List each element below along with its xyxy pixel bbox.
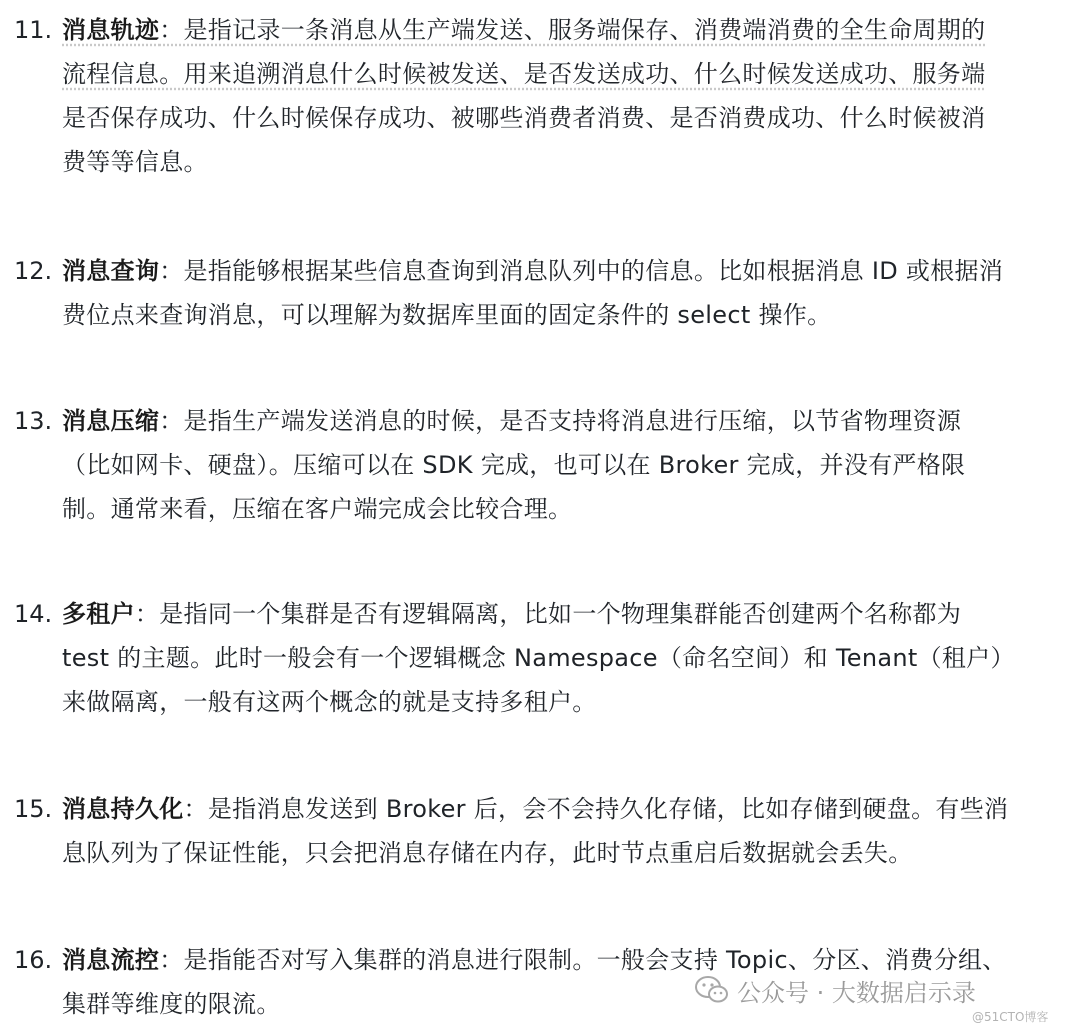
item-text: 流程信息。用来追溯消息什么时候被发送、是否发送成功、什么时候发送成功、服务端 [62, 60, 986, 88]
item-line [62, 8, 1052, 52]
item-text: 是指消息发送到 Broker 后，会不会持久化存储，比如存储到硬盘。有些消 [207, 795, 1009, 823]
item-separator: ： [159, 946, 184, 974]
item-separator: ： [183, 795, 208, 823]
item-text: 是否保存成功、什么时候保存成功、被哪些消费者消费、是否消费成功、什么时候被消 [62, 104, 986, 132]
item-line [62, 249, 1052, 293]
item-term: 消息持久化 [62, 795, 184, 823]
item-separator: ： [159, 16, 184, 44]
item-separator: ： [134, 600, 160, 628]
item-text: 是指能够根据某些信息查询到消息队列中的信息。比如根据消息 ID 或根据消 [183, 257, 1004, 285]
item-body [62, 8, 1052, 184]
item-text: 是指记录一条消息从生产端发送、服务端保存、消费端消费的全生命周期的 [183, 16, 986, 44]
site-watermark: @51CTO博客 [972, 1010, 1049, 1024]
item-line [62, 592, 1052, 636]
item-number: 14. [14, 600, 53, 628]
item-line [62, 680, 1052, 724]
item-text: 集群等维度的限流。 [62, 990, 281, 1018]
item-text: 费位点来查询消息，可以理解为数据库里面的固定条件的 select 操作。 [62, 301, 832, 329]
item-line [62, 636, 1052, 680]
item-number: 13. [14, 407, 53, 435]
item-text: 费等等信息。 [62, 148, 208, 176]
item-text: 是指能否对写入集群的消息进行限制。一般会支持 Topic、分区、消费分组、 [183, 946, 1007, 974]
item-text: test 的主题。此时一般会有一个逻辑概念 Namespace（命名空间）和 Tenant（租户） [62, 644, 1015, 672]
item-term: 消息压缩 [62, 407, 160, 435]
item-line [62, 399, 1052, 443]
item-line [62, 831, 1052, 875]
item-line [62, 52, 1052, 96]
item-body [62, 592, 1052, 724]
wechat-icon [695, 976, 729, 1004]
item-line [62, 140, 1052, 184]
item-line [62, 293, 1052, 337]
item-line [62, 443, 1052, 487]
item-term: 消息查询 [62, 257, 160, 285]
item-term: 多租户 [62, 600, 135, 628]
item-line [62, 787, 1052, 831]
item-body [62, 399, 1052, 531]
item-text: 息队列为了保证性能，只会把消息存储在内存，此时节点重启后数据就会丢失。 [62, 839, 913, 867]
watermark-text: 公众号 · 大数据启示录 [737, 978, 976, 1007]
item-line [62, 96, 1052, 140]
item-separator: ： [159, 407, 184, 435]
item-number: 12. [14, 257, 53, 285]
item-number: 15. [14, 795, 53, 823]
item-body [62, 787, 1052, 875]
item-text: 来做隔离，一般有这两个概念的就是支持多租户。 [62, 688, 597, 716]
item-separator: ： [159, 257, 184, 285]
item-text: （比如网卡、硬盘）。压缩可以在 SDK 完成，也可以在 Broker 完成，并没有严格限 [62, 451, 966, 479]
item-term: 消息流控 [62, 946, 160, 974]
item-line [62, 487, 1052, 531]
item-number: 16. [14, 946, 53, 974]
item-text: 是指同一个集群是否有逻辑隔离，比如一个物理集群能否创建两个名称都为 [159, 600, 962, 628]
item-term: 消息轨迹 [62, 16, 160, 44]
item-body [62, 249, 1052, 337]
watermark [695, 975, 976, 1005]
item-number: 11. [14, 16, 53, 44]
item-text: 是指生产端发送消息的时候，是否支持将消息进行压缩，以节省物理资源 [183, 407, 962, 435]
item-text: 制。通常来看，压缩在客户端完成会比较合理。 [62, 495, 573, 523]
